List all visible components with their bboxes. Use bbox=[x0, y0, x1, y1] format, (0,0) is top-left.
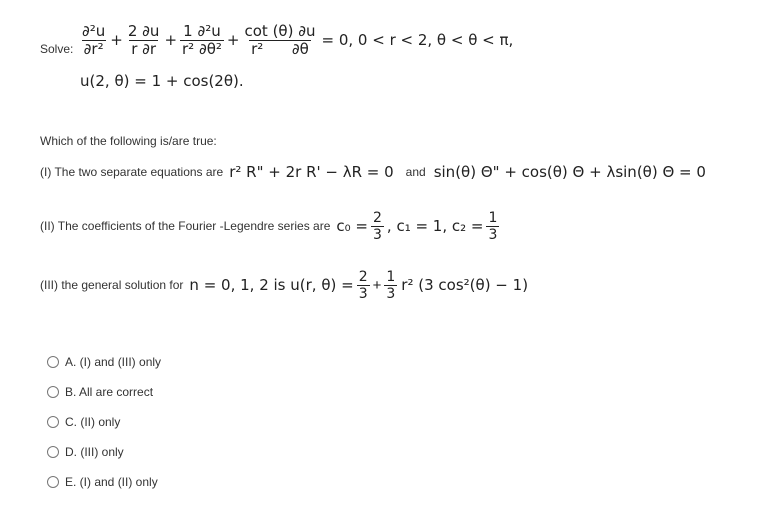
statement-2: (II) The coefficients of the Fourier -Legendre series are c₀ = $\frac{2}{3}$ , c₁ = 1, c₂ = $\frac{1}{3}$ bbox=[40, 209, 498, 243]
term-d2u-dr2: $\frac{\text{∂²u}}{\text{∂r²}}$ bbox=[82, 21, 106, 58]
radio-circle-icon[interactable] bbox=[47, 416, 59, 428]
u-fraction-2: $\frac{1}{3}$ bbox=[386, 268, 396, 302]
pde-domain: = 0, 0 < r < 2, θ < θ < π, bbox=[321, 31, 514, 49]
radio-circle-icon[interactable] bbox=[47, 386, 59, 398]
c0-fraction: $\frac{2}{3}$ bbox=[372, 209, 382, 243]
boundary-condition: u(2, θ) = 1 + cos(2θ). bbox=[80, 72, 244, 90]
solve-label: Solve: bbox=[40, 42, 74, 56]
radio-circle-icon[interactable] bbox=[47, 476, 59, 488]
option-a[interactable]: A. (I) and (III) only bbox=[47, 355, 161, 369]
c2-fraction: $\frac{1}{3}$ bbox=[488, 209, 498, 243]
term-cot-du-dtheta: $\frac{\cot (\theta) \partial u}{\text{r² ∂θ}}$ bbox=[244, 21, 316, 58]
term-du-dr: $\frac{2 \partial u}{r \partial r}$ bbox=[127, 21, 160, 58]
radio-circle-icon[interactable] bbox=[47, 446, 59, 458]
pde-equation: $\frac{\text{∂²u}}{\text{∂r²}}$ + $\frac{2 \partial u}{r \partial r}$ + $\frac{\text{1 ∂²u}}{\text{r² ∂θ²}}$ + $\frac{\cot (\theta) \partial u}{\text{r² ∂θ}}$ = 0, 0 < r < 2, θ < θ < π, bbox=[82, 21, 514, 58]
statement-1: (I) The two separate equations are r² R" + 2r R' − λR = 0 and sin(θ) Θ" + cos(θ) Θ + λsin(θ) Θ = 0 bbox=[40, 163, 706, 181]
option-e[interactable]: E. (I) and (II) only bbox=[47, 475, 158, 489]
option-c[interactable]: C. (II) only bbox=[47, 415, 120, 429]
statement-3: (III) the general solution for n = 0, 1, 2 is u(r, θ) = $\frac{2}{3}$ + $\frac{1}{3}$ r² (3 cos²(θ) − 1) bbox=[40, 268, 529, 302]
option-b[interactable]: B. All are correct bbox=[47, 385, 153, 399]
u-fraction-1: $\frac{2}{3}$ bbox=[358, 268, 368, 302]
question-text: Which of the following is/are true: bbox=[40, 134, 217, 148]
option-d[interactable]: D. (III) only bbox=[47, 445, 124, 459]
radio-circle-icon[interactable] bbox=[47, 356, 59, 368]
term-d2u-dtheta2: $\frac{\text{1 ∂²u}}{\text{r² ∂θ²}}$ bbox=[182, 21, 222, 58]
